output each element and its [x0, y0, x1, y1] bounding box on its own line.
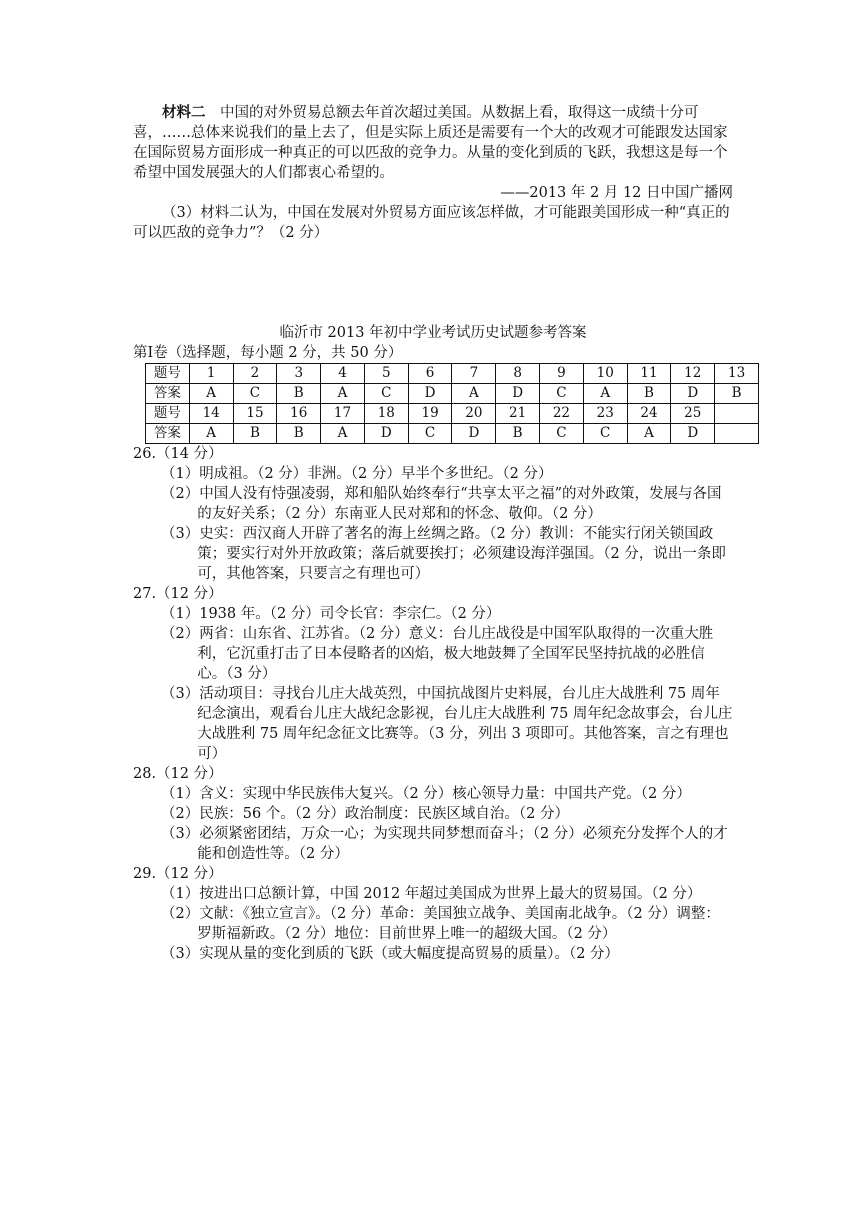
table-cell: A [321, 424, 365, 444]
answer-item: （2）中国人没有恃强凌弱，郑和船队始终奉行“共享太平之福”的对外政策，发展与各国的友好关系；（2 分）东南亚人民对郑和的怀念、敬仰。（2 分） [161, 486, 722, 522]
table-row [146, 384, 759, 404]
question-26 [133, 444, 733, 584]
question-heading: 29.（12 分） [133, 866, 223, 882]
material-two-label: 材料二 [162, 104, 206, 121]
answer-item: （2）民族：56 个。（2 分）政治制度：民族区域自治。（2 分） [161, 806, 569, 822]
table-cell [715, 424, 759, 444]
table-cell: 答案 [146, 384, 190, 404]
table-row [146, 424, 759, 444]
table-cell: 15 [233, 404, 277, 424]
table-cell: 11 [627, 364, 671, 384]
table-cell: D [671, 384, 715, 404]
section-one-title: 第Ⅰ卷（选择题，每小题 2 分，共 50 分） [133, 345, 403, 361]
table-cell: B [715, 384, 759, 404]
answer-item: （1）含义：实现中华民族伟大复兴。（2 分）核心领导力量：中国共产党。（2 分） [161, 786, 691, 802]
answer-key-title: 临沂市 2013 年初中学业考试历史试题参考答案 [279, 325, 587, 341]
table-cell: 7 [452, 364, 496, 384]
question-heading: 28.（12 分） [133, 766, 223, 782]
table-cell: D [408, 384, 452, 404]
answer-item: （3）必须紧密团结，万众一心；为实现共同梦想而奋斗；（2 分）必须充分发挥个人的才能和创造性等。（2 分） [161, 826, 728, 862]
table-cell: A [189, 384, 233, 404]
table-cell: 8 [496, 364, 540, 384]
material-two-paragraph [133, 103, 733, 183]
table-cell: 25 [671, 404, 715, 424]
table-cell: 答案 [146, 424, 190, 444]
table-cell: 3 [277, 364, 321, 384]
table-cell: A [452, 384, 496, 404]
answer-item: （2）文献：《独立宣言》。（2 分）革命：美国独立战争、美国南北战争。（2 分）调整：罗斯福新政。（2 分）地位：目前世界上唯一的超级大国。（2 分） [161, 906, 720, 942]
answer-item: （2）两省：山东省、江苏省。（2 分）意义：台儿庄战役是中国军队取得的一次重大胜利，它沉重打击了日本侵略者的凶焰，极大地鼓舞了全国军民坚持抗战的必胜信心。（3 分） [161, 626, 714, 682]
table-cell: 题号 [146, 364, 190, 384]
question-3-prompt: （3）材料二认为，中国在发展对外贸易方面应该怎样做，才可能跟美国形成一种“真正的可以匹敌的竞争力”？（2 分） [133, 205, 730, 241]
question-heading: 27.（12 分） [133, 586, 223, 602]
answer-item: （1）明成祖。（2 分）非洲。（2 分）早半个多世纪。（2 分） [161, 466, 553, 482]
answer-item: （1）1938 年。（2 分）司令长官：李宗仁。（2 分） [161, 606, 501, 622]
table-cell: D [671, 424, 715, 444]
table-cell: B [277, 384, 321, 404]
table-cell: D [452, 424, 496, 444]
table-cell: 20 [452, 404, 496, 424]
answer-key-section [133, 323, 746, 964]
table-cell: 23 [583, 404, 627, 424]
table-cell: 17 [321, 404, 365, 424]
answer-item: （3）史实：西汉商人开辟了著名的海上丝绸之路。（2 分）教训：不能实行闭关锁国政策；要实行对外开放政策；落后就要挨打；必须建设海洋强国。（2 分，说出一条即可，其他答案，只要言之有理也可） [161, 526, 726, 582]
material-two-section [133, 103, 733, 243]
table-cell: A [583, 384, 627, 404]
question-heading: 26.（14 分） [133, 446, 223, 462]
table-cell: 9 [540, 364, 584, 384]
table-cell: C [583, 424, 627, 444]
table-cell: A [627, 424, 671, 444]
table-cell: A [189, 424, 233, 444]
table-cell: D [496, 384, 540, 404]
question-29 [133, 864, 733, 964]
table-cell: 5 [364, 364, 408, 384]
table-cell: C [408, 424, 452, 444]
table-cell: B [496, 424, 540, 444]
table-row [146, 364, 759, 384]
table-cell: B [277, 424, 321, 444]
question-27 [133, 584, 733, 764]
table-cell: 6 [408, 364, 452, 384]
table-cell: 19 [408, 404, 452, 424]
table-cell: 12 [671, 364, 715, 384]
table-cell: 13 [715, 364, 759, 384]
table-cell: 24 [627, 404, 671, 424]
table-cell: 16 [277, 404, 321, 424]
material-two-source: ——2013 年 2 月 12 日中国广播网 [500, 185, 733, 201]
table-cell: 题号 [146, 404, 190, 424]
table-cell: 14 [189, 404, 233, 424]
table-cell: B [627, 384, 671, 404]
table-cell [715, 404, 759, 424]
table-cell: D [364, 424, 408, 444]
table-cell: C [540, 424, 584, 444]
table-cell: 10 [583, 364, 627, 384]
answer-item: （3）活动项目：寻找台儿庄大战英烈，中国抗战图片史料展，台儿庄大战胜利 75 周年纪念演出，观看台儿庄大战纪念影视，台儿庄大战胜利 75 周年纪念故事会，台儿庄大战胜利 75 周年纪念征文比赛等。（3 分，列出 3 项即可。其他答案，言之有理也可） [161, 686, 733, 762]
table-cell: 21 [496, 404, 540, 424]
table-cell: 2 [233, 364, 277, 384]
table-row [146, 404, 759, 424]
question-28 [133, 764, 733, 864]
table-cell: 18 [364, 404, 408, 424]
table-cell: C [540, 384, 584, 404]
table-cell: 4 [321, 364, 365, 384]
answer-table [145, 363, 759, 444]
table-cell: C [233, 384, 277, 404]
material-two-text: 中国的对外贸易总额去年首次超过美国。从数据上看，取得这一成绩十分可喜，……总体来说我们的量上去了，但是实际上质还是需要有一个大的改观才可能跟发达国家在国际贸易方面形成一种真正的可以匹敌的竞争力。从量的变化到质的飞跃，我想这是每一个希望中国发展强大的人们都衷心希望的。 [133, 105, 728, 181]
answer-item: （3）实现从量的变化到质的飞跃（或大幅度提高贸易的质量）。（2 分） [161, 946, 620, 962]
table-cell: C [364, 384, 408, 404]
table-cell: 1 [189, 364, 233, 384]
table-cell: 22 [540, 404, 584, 424]
answer-item: （1）按进出口总额计算，中国 2012 年超过美国成为世界上最大的贸易国。（2 分） [161, 886, 702, 902]
table-cell: A [321, 384, 365, 404]
table-cell: B [233, 424, 277, 444]
